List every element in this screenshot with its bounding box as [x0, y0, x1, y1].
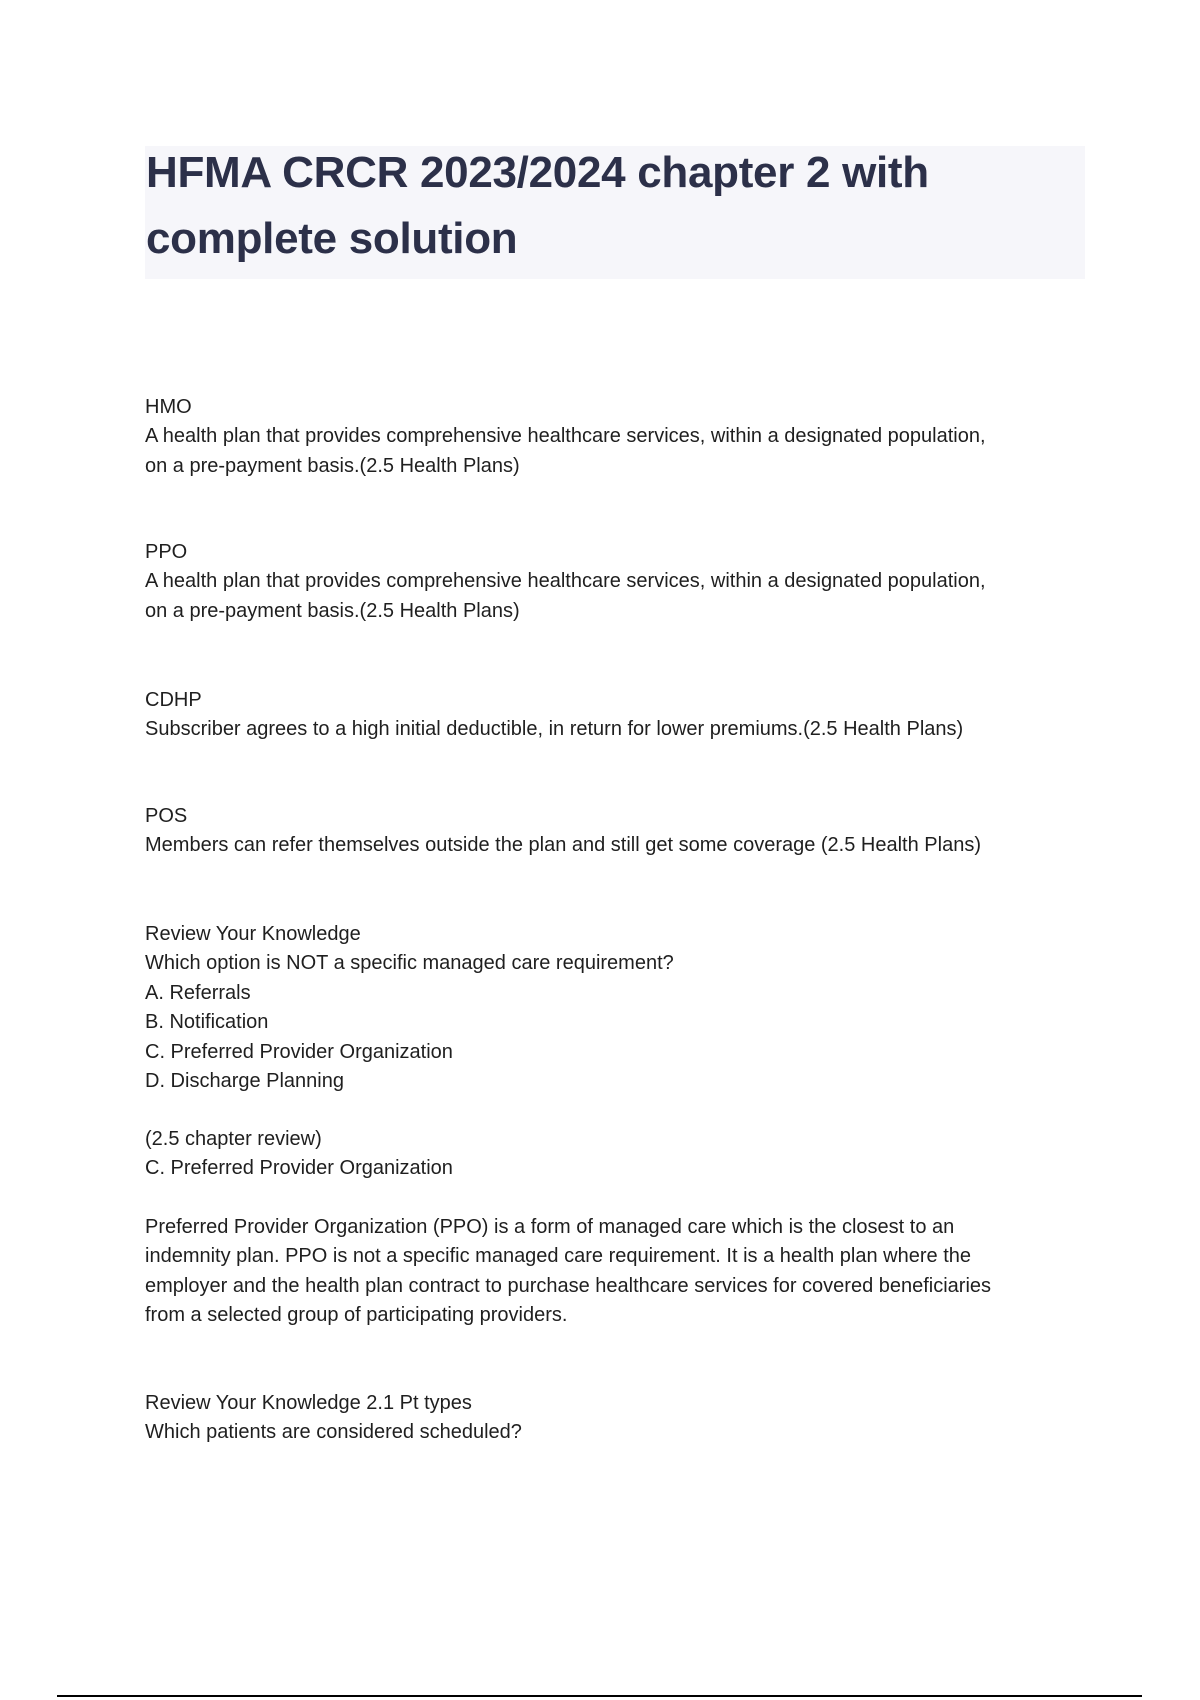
entry-pos [145, 802, 1105, 861]
review-reference: (2.5 chapter review) [145, 1128, 322, 1150]
entry-term: PPO [145, 541, 188, 563]
explanation-line: employer and the health plan contract to purchase healthcare services for covered beneficiaries [145, 1274, 992, 1297]
entry-hmo [145, 393, 1105, 481]
answer-option: B. Notification [145, 1011, 269, 1034]
review-question: Which option is NOT a specific managed care requirement? [145, 952, 674, 975]
entry-definition: on a pre-payment basis.(2.5 Health Plans) [145, 599, 520, 622]
entry-term: CDHP [145, 689, 202, 711]
review-answer-1 [145, 1125, 1105, 1184]
explanation-line: from a selected group of participating providers. [145, 1304, 568, 1327]
entry-definition: Subscriber agrees to a high initial deductible, in return for lower premiums.(2.5 Health Plans) [145, 718, 964, 741]
review-question-1 [145, 920, 1105, 1096]
explanation-line: indemnity plan. PPO is not a specific managed care requirement. It is a health plan where the [145, 1245, 972, 1268]
page-footer-rule [57, 1695, 1142, 1697]
entry-definition: on a pre-payment basis.(2.5 Health Plans) [145, 454, 520, 477]
title-line: HFMA CRCR 2023/2024 chapter 2 with [146, 148, 929, 197]
review-explanation-1 [145, 1213, 1105, 1331]
entry-definition: A health plan that provides comprehensive healthcare services, within a designated population, [145, 425, 986, 448]
entry-definition: A health plan that provides comprehensive healthcare services, within a designated population, [145, 570, 986, 593]
answer-option: D. Discharge Planning [145, 1070, 344, 1093]
document-title [146, 140, 929, 272]
review-question: Which patients are considered scheduled? [145, 1421, 522, 1444]
entry-term: HMO [145, 396, 192, 418]
entry-cdhp [145, 686, 1105, 745]
review-heading: Review Your Knowledge 2.1 Pt types [145, 1392, 472, 1414]
correct-answer: C. Preferred Provider Organization [145, 1157, 453, 1180]
answer-option: A. Referrals [145, 981, 251, 1004]
entry-term: POS [145, 805, 188, 827]
entry-definition: Members can refer themselves outside the plan and still get some coverage (2.5 Health Plans) [145, 834, 981, 857]
review-question-2 [145, 1389, 1105, 1448]
review-heading: Review Your Knowledge [145, 923, 361, 945]
title-line: complete solution [146, 214, 518, 263]
answer-option: C. Preferred Provider Organization [145, 1040, 453, 1063]
explanation-line: Preferred Provider Organization (PPO) is a form of managed care which is the closest to an [145, 1216, 955, 1238]
entry-ppo [145, 538, 1105, 626]
